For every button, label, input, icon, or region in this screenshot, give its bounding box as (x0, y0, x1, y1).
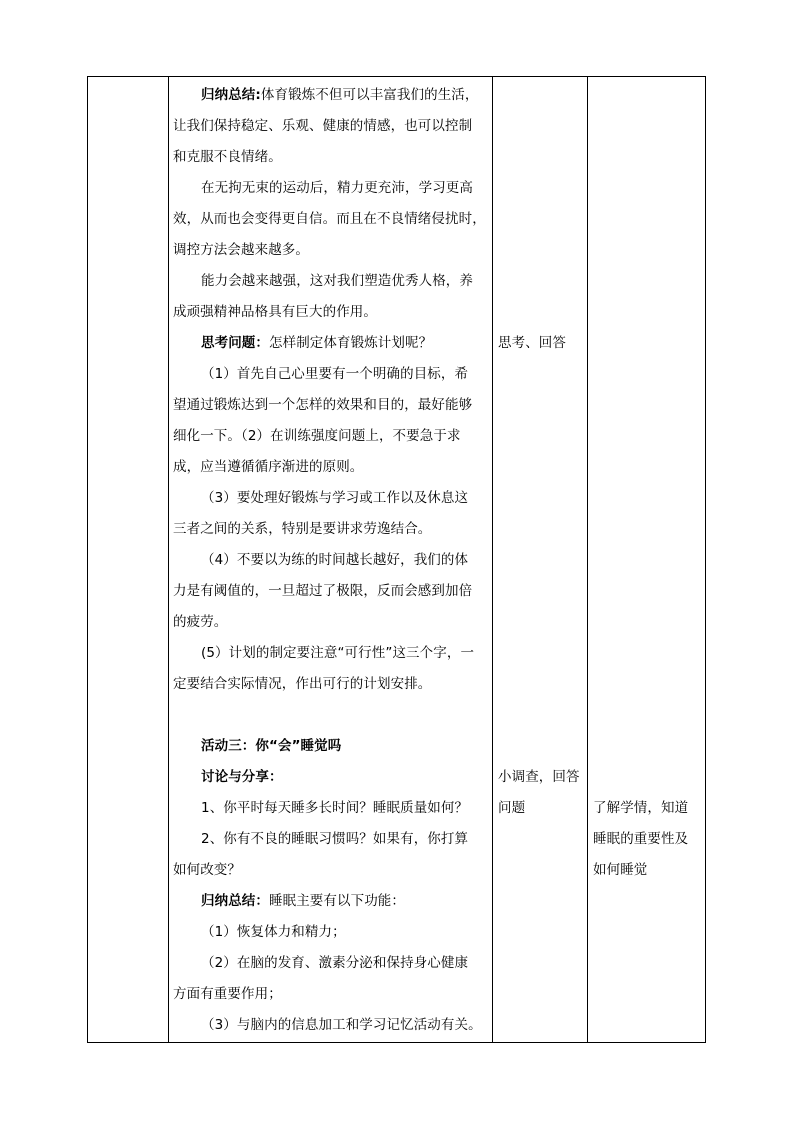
content-line: 效，从而也会变得更自信。而且在不良情绪侵扰时， (173, 211, 486, 227)
activity-heading: 活动三：你“会”睡觉吗 (201, 738, 342, 754)
content-line: 1、你平时每天睡多长时间？睡眠质量如何？ (201, 800, 469, 816)
content-line: (5）计划的制定要注意“可行性”这三个字，一 (201, 645, 475, 661)
student-activity-line: 小调查，回答 (498, 769, 580, 785)
content-line: 让我们保持稳定、乐观、健康的情感，也可以控制 (173, 118, 473, 134)
content-line: 力是有阈值的，一旦超过了极限，反而会感到加倍 (173, 583, 473, 599)
content-line: （3）与脑内的信息加工和学习记忆活动有关。 (201, 1017, 482, 1033)
content-line: 和克服不良情绪。 (173, 149, 282, 165)
design-intent-line: 如何睡觉 (593, 862, 648, 878)
content-line: 方面有重要作用； (173, 986, 282, 1002)
content-line: 调控方法会越来越多。 (173, 242, 309, 258)
content-line: （2）在脑的发育、激素分泌和保持身心健康 (201, 955, 469, 971)
lesson-plan-table (87, 76, 706, 1043)
content-line: 细化一下。（2）在训练强度问题上，不要急于求 (173, 428, 461, 444)
discussion-heading: 讨论与分享： (201, 769, 283, 785)
content-line: 成，应当遵循循序渐进的原则。 (173, 459, 364, 475)
student-activity-line: 思考、回答 (498, 335, 566, 351)
content-line: 能力会越来越强，这对我们塑造优秀人格，养 (201, 273, 473, 289)
content-line: 2、你有不良的睡眠习惯吗？如果有，你打算 (201, 831, 469, 847)
content-line: （3）要处理好锻炼与学习或工作以及休息这 (201, 490, 469, 506)
content-line: 定要结合实际情况，作出可行的计划安排。 (173, 676, 432, 692)
content-line: （1）恢复体力和精力； (201, 924, 346, 940)
design-intent-line: 睡眠的重要性及 (593, 831, 689, 847)
content-line: 归纳总结：睡眠主要有以下功能： (201, 893, 405, 909)
content-line: （1）首先自己心里要有一个明确的目标，希 (201, 366, 469, 382)
content-line: 思考问题：怎样制定体育锻炼计划呢？ (201, 335, 433, 351)
design-intent-column (587, 77, 707, 1042)
content-line: 成顽强精神品格具有巨大的作用。 (173, 304, 377, 320)
design-intent-line: 了解学情，知道 (593, 800, 689, 816)
content-line: 三者之间的关系，特别是要讲求劳逸结合。 (173, 521, 432, 537)
content-line: 的疲劳。 (173, 614, 228, 630)
content-line: 在无拘无束的运动后，精力更充沛，学习更高 (201, 180, 473, 196)
content-line: （4）不要以为练的时间越长越好，我们的体 (201, 552, 469, 568)
student-activity-column (492, 77, 587, 1042)
content-line: 望通过锻炼达到一个怎样的效果和目的，最好能够 (173, 397, 473, 413)
teaching-content-column (168, 77, 492, 1042)
content-line: 如何改变？ (173, 862, 241, 878)
content-line: 归纳总结:体育锻炼不但可以丰富我们的生活， (201, 87, 479, 103)
student-activity-line: 问题 (498, 800, 526, 816)
